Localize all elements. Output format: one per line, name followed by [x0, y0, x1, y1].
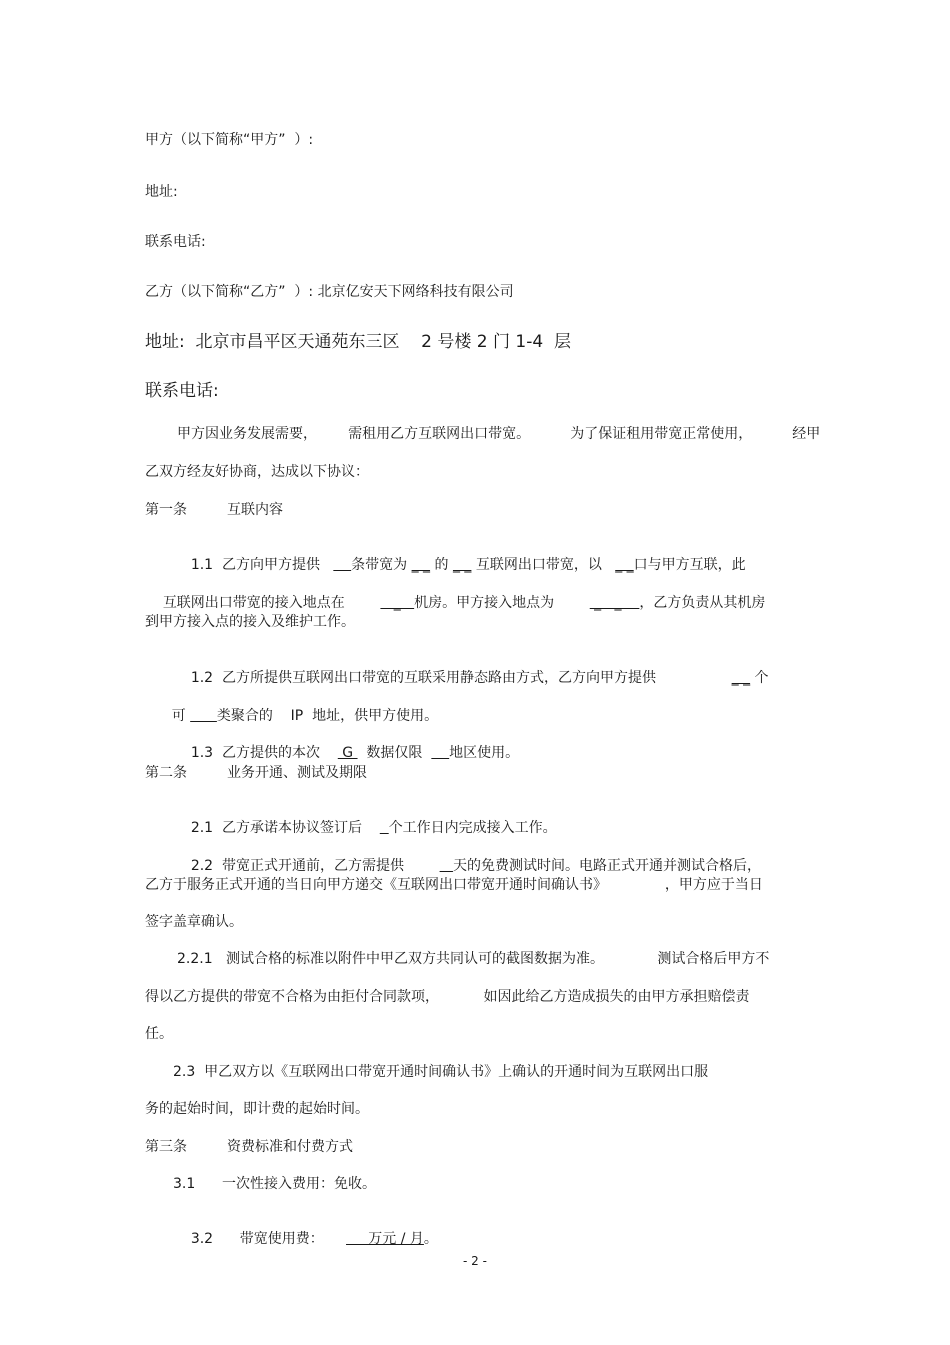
clause-2-2-line-3: 签字盖章确认。 — [145, 914, 243, 930]
blank-field — [380, 820, 389, 836]
party-a-address-label: 地址: — [145, 184, 178, 200]
clause-3-1: 3.1 一次性接入费用：免收。 — [173, 1176, 376, 1192]
text: 可 — [162, 708, 191, 724]
article-3-heading: 第三条 资费标准和付费方式 — [145, 1139, 354, 1155]
blank-field: _ _ — [411, 557, 431, 573]
text: 1.3 乙方提供的本次 — [190, 745, 338, 761]
text: 机房。甲方接入地点为 — [414, 595, 590, 611]
preamble-line-1: 甲方因业务发展需要， 需租用乙方互联网出口带宽。 为了保证租用带宽正常使用， 经甲 — [177, 426, 821, 442]
text: ，乙方负责从其机房 — [639, 595, 766, 611]
blank-field: G — [337, 745, 358, 761]
party-a-header: 甲方（以下简称“甲方” ）: — [145, 132, 314, 148]
text: 口与甲方互联，此 — [633, 557, 746, 573]
text: 个 — [750, 670, 769, 686]
clause-2-3-line-1: 2.3 甲乙双方以《互联网出口带宽开通时间确认书》上确认的开通时间为互联网出口服 — [173, 1064, 709, 1080]
text: 个工作日内完成接入工作。 — [388, 820, 557, 836]
clause-3-2 — [173, 1212, 438, 1266]
blank-field: _ _ — [615, 557, 634, 573]
party-b-address: 地址: 北京市昌平区天通苑东三区 2 号楼 2 门 1-4 层 — [145, 332, 571, 352]
blank-field: _ — [380, 595, 415, 611]
text: 。 — [423, 1231, 438, 1247]
text: 2.1 乙方承诺本协议签订后 — [190, 820, 380, 836]
clause-1-1-line-3: 到甲方接入点的接入及维护工作。 — [145, 614, 355, 630]
clause-2-2-1-line-2: 得以乙方提供的带宽不合格为由拒付合同款项， 如因此给乙方造成损失的由甲方承担赔偿责 — [145, 989, 750, 1005]
party-b-header: 乙方（以下简称“乙方” ）: 北京亿安天下网络科技有限公司 — [145, 284, 514, 300]
clause-2-3-line-2: 务的起始时间，即计费的起始时间。 — [145, 1101, 369, 1117]
clause-2-2-1-line-1: 2.2.1 测试合格的标准以附件中甲乙双方共同认可的截图数据为准。 测试合格后甲方不 — [177, 951, 770, 967]
text: 条带宽为 — [351, 557, 412, 573]
preamble-line-2: 乙双方经友好协商，达成以下协议： — [145, 464, 369, 480]
text: 2.2 带宽正式开通前，乙方需提供 — [190, 858, 440, 874]
blank-field: _ _ — [589, 595, 640, 611]
blank-field: 万元 / 月 — [346, 1231, 424, 1247]
blank-field — [333, 557, 351, 573]
text: 地区使用。 — [449, 745, 520, 761]
text: 类聚合的 IP 地址，供甲方使用。 — [216, 708, 439, 724]
page-number: - 2 - — [463, 1254, 487, 1268]
article-2-heading: 第二条 业务开通、测试及期限 — [145, 765, 368, 781]
text: 1.1 乙方向甲方提供 — [190, 557, 334, 573]
clause-2-2-1-line-3: 任。 — [145, 1026, 173, 1042]
text: 互联网出口带宽的接入地点在 — [162, 595, 381, 611]
text: 数据仅限 — [357, 745, 432, 761]
blank-field — [440, 858, 453, 874]
blank-field — [431, 745, 449, 761]
blank-field — [190, 708, 217, 724]
text: 互联网出口带宽，以 — [471, 557, 616, 573]
text: 天的免费测试时间。电路正式开通并测试合格后， — [452, 858, 761, 874]
party-b-phone-label: 联系电话: — [145, 381, 219, 401]
text: 的 — [430, 557, 453, 573]
blank-field: _ _ — [452, 557, 472, 573]
article-1-heading: 第一条 互联内容 — [145, 502, 284, 518]
text: 1.2 乙方所提供互联网出口带宽的互联采用静态路由方式，乙方向甲方提供 — [190, 670, 732, 686]
blank-field: _ _ — [731, 670, 751, 686]
text: 3.2 带宽使用费： — [190, 1231, 347, 1247]
party-a-phone-label: 联系电话: — [145, 234, 206, 250]
clause-2-2-line-2: 乙方于服务正式开通的当日向甲方递交《互联网出口带宽开通时间确认书》 ，甲方应于当日 — [145, 877, 763, 893]
